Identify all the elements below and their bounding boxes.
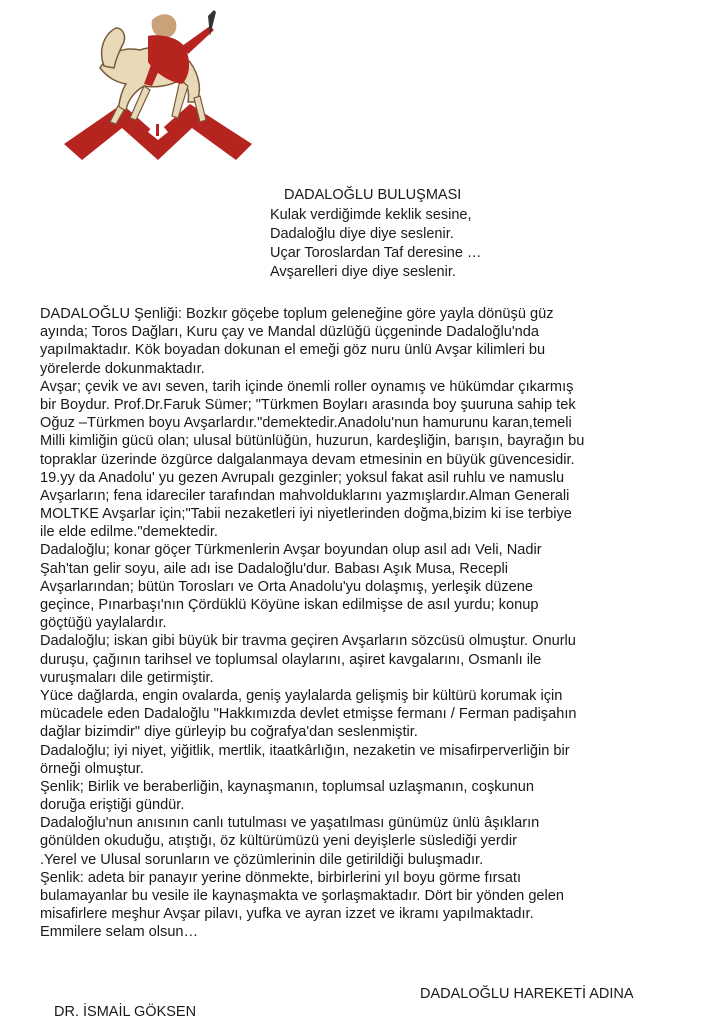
- body-line: geçince, Pınarbaşı'nın Çördüklü Köyüne iskan edilmişse de asıl yurdu; konup: [40, 597, 539, 613]
- body-line: Şenlik; Birlik ve beraberliğin, kaynaşmanın, toplumsal uzlaşmanın, coşkunun: [40, 778, 534, 795]
- signature-author: DR. İSMAİL GÖKSEN: [54, 1004, 197, 1020]
- body-line: Oğuz –Türkmen boyu Avşarlardır."demektedir.Anadolu'nun hamurunu karan,temeli: [40, 415, 572, 432]
- body-line: Yüce dağlarda, engin ovalarda, geniş yaylalarda gelişmiş bir kültürü korumak için: [40, 687, 563, 704]
- body-line: Dadaloğlu; konar göçer Türkmenlerin Avşar boyundan olup asıl adı Veli, Nadir: [40, 542, 542, 559]
- body-line: misafirlere meşhur Avşar pilavı, yufka ve ayran izzet ve ikramı yapılmaktadır.: [40, 906, 534, 923]
- body-line: doruğa eriştiği gündür.: [40, 797, 185, 814]
- poem-line: Kulak verdiğimde keklik sesine,: [270, 207, 472, 223]
- horseman-emblem-icon: [60, 6, 260, 168]
- signature-organization: DADALOĞLU HAREKETİ ADINA: [420, 986, 634, 1002]
- poem-line: Dadaloğlu diye diye seslenir.: [270, 226, 454, 242]
- poem-title: DADALOĞLU BULUŞMASI: [284, 187, 462, 203]
- poem-line: Avşarelleri diye diye seslenir.: [270, 264, 456, 280]
- body-line: ile elde edilme."demektedir.: [40, 524, 218, 541]
- body-line: göçtüğü yaylalardır.: [40, 615, 167, 632]
- body-line: vuruşmaları dile getirmiştir.: [40, 669, 214, 686]
- body-line: topraklar üzerinde özgürce dalgalanmaya devam etmesinin en büyük güvencesidir.: [40, 451, 575, 468]
- body-line: örneği olmuştur.: [40, 760, 144, 777]
- body-line: duruşu, çağının tarihsel ve toplumsal olaylarını, aşiret kavgalarını, Osmanlı ile: [40, 651, 542, 668]
- body-line: Şah'tan gelir soyu, aile adı ise Dadaloğlu'dur. Babası Aşık Musa, Recepli: [40, 560, 508, 577]
- body-line: Dadaloğlu; iyi niyet, yiğitlik, mertlik, itaatkârlığın, nezaketin ve misafirperverliğin bir: [40, 742, 570, 759]
- body-line: Şenlik: adeta bir panayır yerine dönmekte, birbirlerini yıl boyu görme fırsatı: [40, 869, 522, 886]
- body-line: Avşarların; fena idareciler tarafından mahvolduklarını yazmışlardır.Alman Generali: [40, 487, 570, 504]
- body-line: Avşar; çevik ve avı seven, tarih içinde önemli roller oynamış ve hükümdar çıkarmış: [40, 378, 574, 395]
- body-line: yörelerde dokunmaktadır.: [40, 360, 205, 377]
- poem-line: Uçar Toroslardan Taf deresine …: [270, 245, 482, 261]
- article-body: [40, 305, 680, 942]
- body-line: ayında; Toros Dağları, Kuru çay ve Mandal düzlüğü üçgeninde Dadaloğlu'nda: [40, 324, 540, 341]
- body-line: Dadaloğlu'nun anısının canlı tutulması ve yaşatılması günümüz ünlü âşıkların: [40, 815, 540, 832]
- body-line: MOLTKE Avşarlar için;"Tabii nezaketleri iyi niyetlerinden doğma,bizim ki ise terbiye: [40, 506, 572, 523]
- body-line: 19.yy da Anadolu' yu gezen Avrupalı gezginler; yoksul fakat asil ruhlu ve namuslu: [40, 469, 565, 486]
- body-line: mücadele eden Dadaloğlu "Hakkımızda devlet etmişse fermanı / Ferman padişahın: [40, 706, 577, 723]
- body-line: Dadaloğlu; iskan gibi büyük bir travma geçiren Avşarların sözcüsü olmuştur. Onurlu: [40, 633, 576, 650]
- body-line: Emmilere selam olsun…: [40, 924, 199, 941]
- body-line: DADALOĞLU Şenliği: Bozkır göçebe toplum geleneğine göre yayla dönüşü güz: [40, 306, 554, 322]
- body-line: gönülden okuduğu, atıştığı, öz kültürümüzü yeni deyişlerle süslediği yerdir: [40, 833, 517, 850]
- body-line: bir Boydur. Prof.Dr.Faruk Sümer; "Türkmen Boyları arasında boy şuuruna sahip tek: [40, 396, 576, 413]
- body-line: bulamayanlar bu vesile ile kaynaşmakta ve şorlaşmaktadır. Dört bir yönden gelen: [40, 888, 565, 904]
- body-line: Avşarlarından; bütün Torosları ve Orta Anadolu'yu dolaşmış, yerleşik düzene: [40, 578, 534, 595]
- body-line: dağlar bizimdir" diye gürleyip bu coğrafya'dan seslenmiştir.: [40, 724, 418, 741]
- body-line: Milli kimliğin gücü olan; ulusal bütünlüğün, huzurun, kardeşliğin, barışın, bayrağın bu: [40, 433, 585, 450]
- body-line: .Yerel ve Ulusal sorunların ve çözümlerinin dile getirildiği buluşmadır.: [40, 851, 484, 868]
- body-line: yapılmaktadır. Kök boyadan dokunan el emeği göz nuru ünlü Avşar kilimleri bu: [40, 342, 546, 359]
